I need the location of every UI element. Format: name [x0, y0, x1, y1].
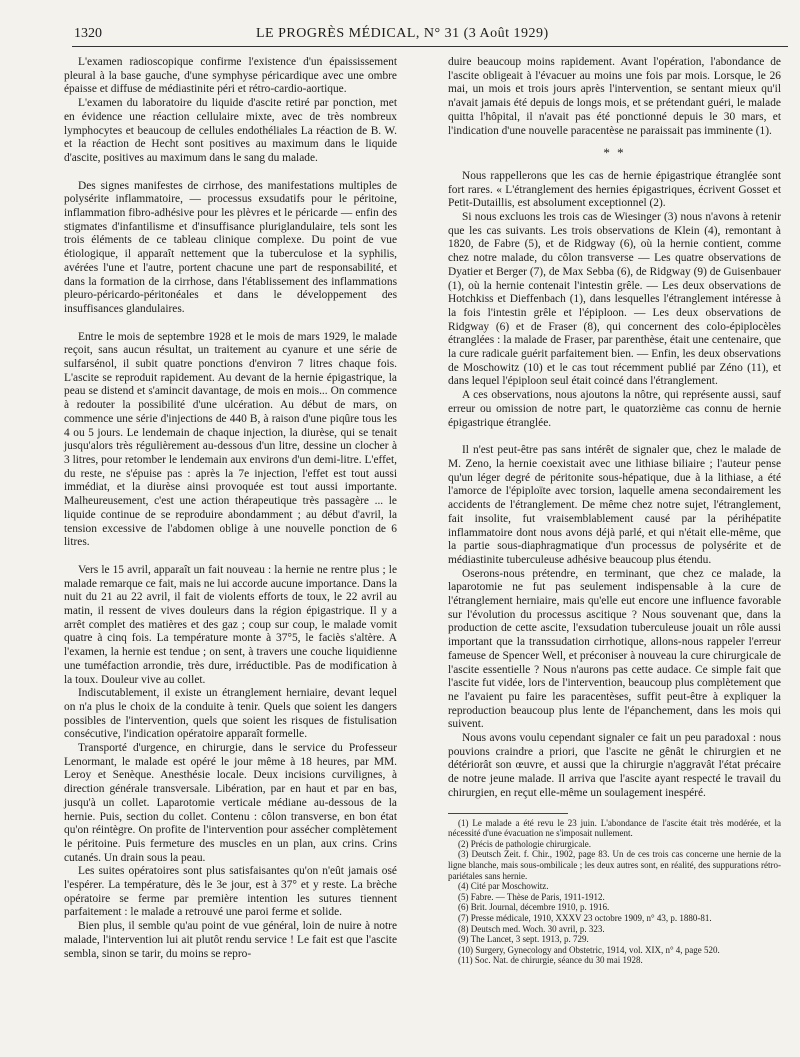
- footnote: (5) Fabre. — Thèse de Paris, 1911-1912.: [458, 891, 605, 902]
- footnote-rule: [448, 813, 568, 814]
- right-column-body: [448, 56, 781, 801]
- footnote: (9) The Lancet, 3 sept. 1913, p. 729.: [458, 934, 589, 945]
- footnote: (7) Presse médicale, 1910, XXXV 23 octobre 1909, n° 43, p. 1880-81.: [458, 912, 712, 923]
- footnote: (3) Deutsch Zeit. f. Chir., 1902, page 83. Un de ces trois cas concerne une hernie de la ligne blanche, mais sous-ombilicale ; les deux autres sont, en réalité, des suppurations rétro-pariétales sans hernie.: [448, 849, 781, 881]
- paragraph: duire beaucoup moins rapidement. Avant l'opération, l'abondance de l'ascite obligeait à l'évacuer au moins une fois par mois. Lorsque, le 26 mai, un mois et trois jours après l'intervention, se sentant mieux qu'il n'avait jamais été depuis de longs mois, et se prétendant guéri, le malade quitta l'hôpital, il n'avait pas été ponctionné depuis le 30 mars, et l'indication d'une nouvelle paracentèse ne paraissait pas imminente (1).: [448, 56, 781, 137]
- left-column: [64, 56, 397, 961]
- paragraph: Il n'est peut-être pas sans intérêt de signaler que, chez le malade de M. Zeno, la hernie coexistait avec une lithiase biliaire ; l'auteur pense qu'un léger degré de péritonite sous-hépatique, due à la lithiase, a été l'amorce de l'épiploïte avec torsion, laquelle amena secondairement les accidents de l'étranglement. De même chez notre sujet, l'étranglement, fait insolite, fut vraisemblablement causé par la périhépatite inflammatoire dont nous avons déjà parlé, et qui n'était elle-même, que la partie sous-diaphragmatique d'un processus de polysérite et de médiastinite tuberculeuse adhésive beaucoup plus étendu.: [448, 444, 781, 566]
- paragraph: Oserons-nous prétendre, en terminant, que chez ce malade, la laparotomie ne fut pas seulement indispensable à la cure de l'étranglement herniaire, mais qu'elle eut encore une influence favorable sur l'évolution du processus ascitique ? Nous souvenant que, dans la production de cette ascite, l'exsudation tuberculeuse jouait un rôle aussi important que la transsudation cirrhotique, allons-nous rappeler l'erreur fameuse de Spencer Well, et préconiser à nouveau la cure chirurgicale de l'ascite essentielle ? Nous n'aurons pas cette audace. Ce simple fait que l'ascite fut vidée, lors de l'intervention, beaucoup plus complètement que ne l'avaient pu faire les paracentèses, suffit peut-être à expliquer la reproduction beaucoup plus lente de l'épanchement, dans les mois qui suivent.: [448, 567, 781, 731]
- footnote: (1) Le malade a été revu le 23 juin. L'abondance de l'ascite était très modérée, et la nécessité d'une évacuation ne s'imposait nullement.: [448, 817, 781, 839]
- paragraph: Nous avons voulu cependant signaler ce fait un peu paradoxal : nous pouvions craindre a priori, que l'ascite ne gênât le chirurgien et ne détériorât son œuvre, et aussi que la chirurgie n'aggravât l'état précaire de notre jeune malade. Il arriva que l'ascite ayant respecté le travail du chirurgien, en reçut elle-même un soulagement inespéré.: [448, 732, 781, 799]
- paragraph: Indiscutablement, il existe un étranglement herniaire, devant lequel on n'a plus le choix de la conduite à tenir. Quels que soient les dangers possibles de l'intervention, quels que soient les risques de fistulisation consécutive, l'indication opératoire apparaît formelle.: [64, 687, 397, 741]
- section-separator: * *: [603, 145, 626, 161]
- footnote: (10) Surgery, Gynecology and Obstetric, 1914, vol. XIX, n° 4, page 520.: [458, 944, 720, 955]
- paragraph-gap: [64, 550, 397, 564]
- footnotes: [448, 818, 781, 966]
- paragraph: Si nous excluons les trois cas de Wiesinger (3) nous n'avons à retenir que les cas suivants. Les trois observations de Klein (4), remontant à 1820, de Fabre (5), et de Ridgway (6), où la hernie contient, comme chez notre malade, du côlon transverse — Les quatre observations de Dyatier et Berger (7), de Max Sebba (6), de Ridgway (9) de Guisenbauer (1), où la hernie contenait l'intestin grêle. — Les deux observations de Hotchkiss et Dieffenbach (1), dans lesquelles l'étranglement intéresse à la fois l'intestin grêle et l'épiploon. — Les deux observations de Ridgway (6) et de Fraser (8), qui concernent des colo-épiplocèles étranglées : la malade de Fraser, par parenthèse, était une centenaire, que la cure radicale guérit parfaitement bien. — Enfin, les deux observations de Moschowitz (10) et le cas tout récemment publié par Zéno (11), et dans lequel l'épiploon seul était coincé dans l'étranglement.: [448, 211, 781, 388]
- footnote: (4) Cité par Moschowitz.: [458, 881, 549, 892]
- paragraph-gap: [64, 317, 397, 331]
- paragraph: Entre le mois de septembre 1928 et le mois de mars 1929, le malade reçoit, sans aucun résultat, un traitement au cyanure et une série de sulfarsénol, il subit quatre ponctions d'environ 7 litres chaque fois. L'ascite se reproduit rapidement. Au devant de la hernie épigastrique, la peau se distend et s'amincit davantage, de mois en mois... On commence à redouter la possibilité d'une ulcération. Au début de mars, on commence une série d'injections de 440 B, à raison d'une piqûre tous les 4 ou 5 jours. Le lendemain de chaque injection, la diurèse, qui se tenait jusqu'alors très régulièrement au-dessous d'un litre, dessine un clocher à 3 litres, pour retomber le lendemain aux environs d'un demi-litre. L'effet, du reste, ne s'épuise pas : après la 7e injection, l'effet est tout aussi immédiat, et la diurèse ainsi provoquée est tout aussi importante. Malheureusement, c'est une action thérapeutique très passagère ... le liquide continue de se reproduire abondamment ; au début d'avril, la tension excessive de l'abdomen oblige à une nouvelle ponction de 6 litres.: [64, 330, 397, 549]
- right-column: [448, 56, 781, 966]
- paragraph: L'examen radioscopique confirme l'existence d'un épaississement pleural à la base gauche, d'une symphyse péricardique avec une ombre épaisse et diffuse de médiastinite péri et rétro-cardio-aortique.: [64, 56, 397, 96]
- footnote: (6) Brit. Journal, décembre 1910, p. 1916.: [458, 902, 610, 913]
- journal-title: LE PROGRÈS MÉDICAL, N° 31 (3 Août 1929): [256, 26, 549, 41]
- paragraph: Des signes manifestes de cirrhose, des manifestations multiples de polysérite inflammatoire, — processus exsudatifs pour le péritoine, inflammation fibro-adhésive pour les plèvres et le péricarde — enfin des stigmates d'infantilisme et d'insuffisance pluriglandulaire, tels sont les trois éléments de ce tableau clinique complexe. Du point de vue étiologique, il apparaît nettement que la tuberculose et la syphilis, avérées l'une et l'autre, portent chacune une part de responsabilité, et dans la formation de la cirrhose, dans l'établissement des inflammations pleuro-péricardo-péritonéales et dans le développement des insuffisances glandulaires.: [64, 179, 397, 315]
- paragraph: Transporté d'urgence, en chirurgie, dans le service du Professeur Lenormant, le malade est opéré le jour même à 18 heures, par MM. Leroy et Senèque. Anesthésie locale. Deux incisions curvilignes, à direction générale transversale. Libération, par en haut et par en bas, jusqu'à un collet. Laparotomie verticale médiane au-dessous de la hernie. Puis, section du collet. Contenu : côlon transverse, en bon état qu'on réintègre. On profite de l'intervention pour assécher complètement le péritoine. Puis fermeture des muscles en un plan, aux crins. Crins cutanés. Un drain sous la peau.: [64, 742, 397, 864]
- paragraph: L'examen du laboratoire du liquide d'ascite retiré par ponction, met en évidence une réaction cellulaire mixte, avec de très nombreux lymphocytes et beaucoup de cellules endothéliales La réaction de B. W. et la réaction de Hecht sont positives au maximum dans le liquide d'ascite, positives au maximum dans le sang du malade.: [64, 97, 397, 164]
- footnote: (2) Précis de pathologie chirurgicale.: [458, 838, 592, 849]
- header-rule: [72, 46, 788, 47]
- page-number: 1320: [74, 26, 102, 41]
- footnote: (8) Deutsch med. Woch. 30 avril, p. 323.: [458, 923, 605, 934]
- paragraph: Vers le 15 avril, apparaît un fait nouveau : la hernie ne rentre plus ; le malade remarque ce fait, mais ne lui accorde aucune importance. Dans la nuit du 21 au 22 avril, il fait de violents efforts de toux, le 22 avril au matin, il ressent de vives douleurs dans la région épigastrique. Il y a arrêt complet des matières et des gaz ; coup sur coup, le malade vomit quatre à cinq fois. La température monte à 37°5, le faciès s'altère. A l'examen, la hernie est tendue ; on sent, à travers une couche liquidienne une tuméfaction arrondie, très dure, irréductible. Pas de modification à la toux. Douleur vive au collet.: [64, 563, 398, 686]
- paragraph: A ces observations, nous ajoutons la nôtre, qui représente aussi, sauf erreur ou omission de notre part, le quatorzième cas connu de hernie épigastrique étranglée.: [448, 389, 781, 429]
- paragraph-gap: [64, 166, 397, 180]
- paragraph-gap: [448, 430, 781, 444]
- paragraph: Bien plus, il semble qu'au point de vue général, loin de nuire à notre malade, l'intervention lui ait plutôt rendu service ! Le fait est que l'ascite sembla, sinon se tarir, du moins se repro-: [64, 920, 397, 960]
- paragraph: Nous rappellerons que les cas de hernie épigastrique étranglée sont fort rares. « L'étranglement des hernies épigastriques, écrivent Gosset et Petit-Dutaillis, est absolument exceptionnel (2).: [448, 169, 781, 210]
- footnote: (11) Soc. Nat. de chirurgie, séance du 30 mai 1928.: [458, 955, 643, 966]
- paragraph: Les suites opératoires sont plus satisfaisantes qu'on n'eût jamais osé l'espérer. La température, dès le 3e jour, est à 37° et y reste. La brèche opératoire se ferme par première intention les sutures tiennent parfaitement : le malade a retrouvé une paroi ferme et solide.: [64, 865, 397, 919]
- page-header: [56, 24, 782, 44]
